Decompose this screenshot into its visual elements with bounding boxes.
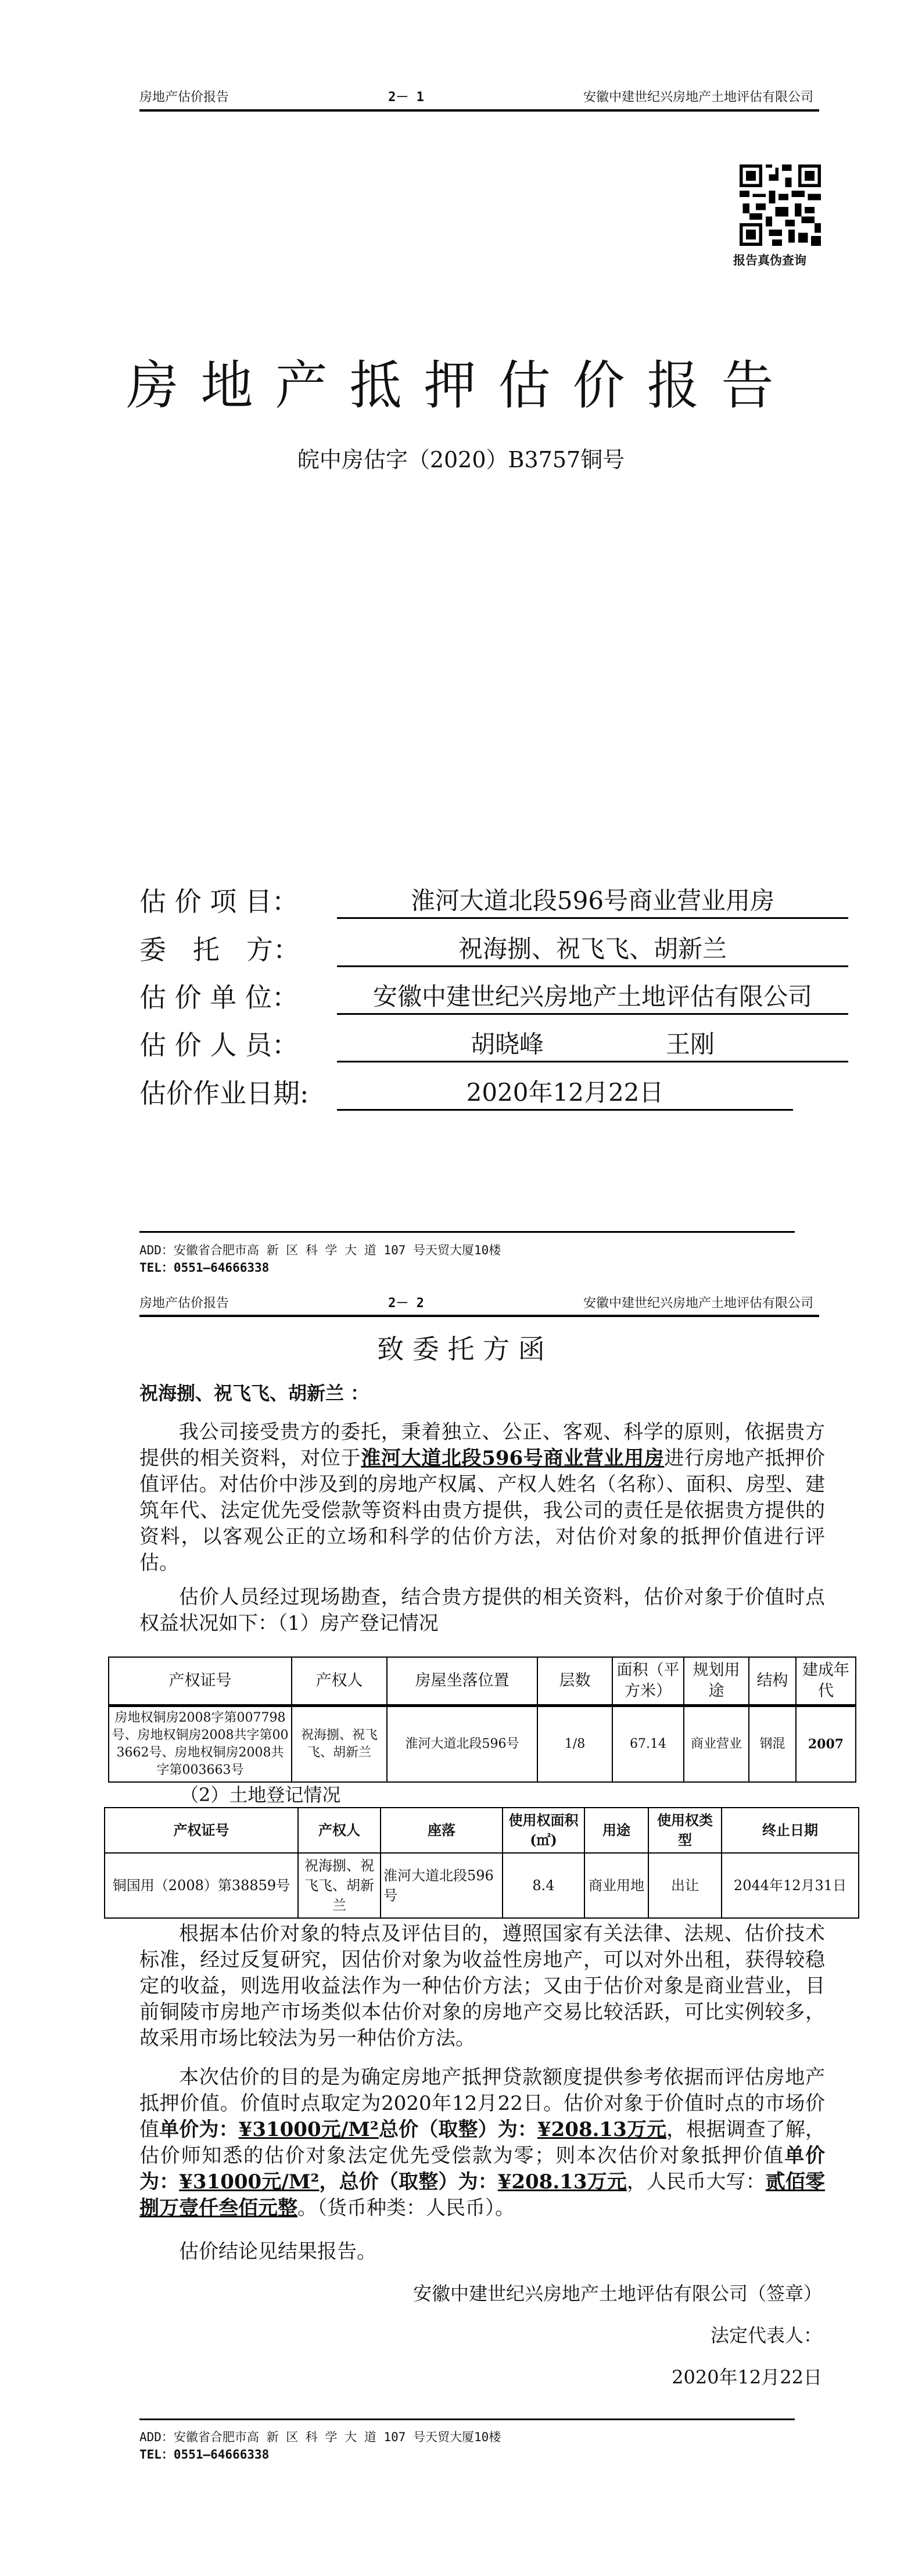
col-header: 规划用途 xyxy=(684,1657,749,1706)
highlighted-value: ¥208.13万元 xyxy=(497,2170,627,2194)
col-header: 建成年代 xyxy=(796,1657,856,1706)
cell-use: 商业营业 xyxy=(684,1706,749,1783)
footer xyxy=(139,2428,922,2463)
table-row xyxy=(105,1853,859,1918)
header-title: 房地产估价报告 xyxy=(139,90,229,105)
page-header xyxy=(139,87,813,105)
text-segment: 总价（取整）为： xyxy=(378,2118,537,2141)
house-registration-table xyxy=(108,1656,856,1783)
col-header: 结构 xyxy=(749,1657,796,1706)
field-value: 胡晓峰 王刚 xyxy=(337,1028,848,1062)
header-title: 房地产估价报告 xyxy=(139,1296,229,1311)
field-value: 2020年12月22日 xyxy=(337,1076,793,1111)
land-registration-table xyxy=(104,1807,859,1919)
text: 我公司接受贵方的委托，秉着独立、公正、客观、科学的原则，依据贵方提供的相关资料，对位于 xyxy=(139,1421,825,1470)
highlighted-value: ¥31000元/M² xyxy=(179,2170,320,2194)
header-rule xyxy=(139,109,819,112)
conclusion: 估价结论见结果报告。 xyxy=(179,2240,376,2263)
cell-cert-no: 铜国用（2008）第38859号 xyxy=(105,1853,298,1918)
field-label: 估 价 项 目： xyxy=(139,886,299,917)
footer-tel: TEL：0551—64666338 xyxy=(139,1261,270,1275)
cell-area: 67.14 xyxy=(612,1706,684,1783)
col-header: 产权人 xyxy=(292,1657,387,1706)
cell-owner: 祝海捌、祝飞飞、胡新兰 xyxy=(292,1706,387,1783)
cell-location: 淮河大道北段596号 xyxy=(381,1853,503,1918)
text: 进行房地产抵押价值评估。对估价中涉及到的房地产权属、产权人姓名（名称）、面积、房型、建筑年代、法定优先受偿款等资料由贵方提供，我公司的责任是依据贵方提供的资料，以客观公正的立场和科学的估价方法，对估价对象的抵押价值进行评估。 xyxy=(139,1447,826,1575)
cell-structure: 钢混 xyxy=(749,1706,796,1783)
cell-cert-no: 房地权铜房2008字第007798号、房地权铜房2008共字第003662号、房地权铜房2008共字第003663号 xyxy=(109,1706,292,1783)
cell-year: 2007 xyxy=(796,1706,856,1783)
footer-tel: TEL：0551—64666338 xyxy=(139,2448,270,2461)
text-segment: 单价为： xyxy=(139,2144,825,2194)
signature-company: 安徽中建世纪兴房地产土地评估有限公司（签章） xyxy=(412,2282,822,2305)
col-header: 层数 xyxy=(537,1657,612,1706)
header-company: 安徽中建世纪兴房地产土地评估有限公司 xyxy=(583,1296,813,1311)
text-segment: ，总价（取整）为： xyxy=(319,2170,498,2194)
col-header: 房屋坐落位置 xyxy=(387,1657,537,1706)
highlighted-value: ¥31000元/M² xyxy=(238,2118,379,2141)
col-header: 产权证号 xyxy=(109,1657,292,1706)
field-appraisers xyxy=(139,1024,848,1062)
field-value: 淮河大道北段596号商业营业用房 xyxy=(337,885,848,919)
col-header: 用途 xyxy=(584,1808,648,1853)
paragraph-status: 估价人员经过现场勘查，结合贵方提供的相关资料，估价对象于价值时点权益状况如下：（1）房产登记情况 xyxy=(139,1586,825,1635)
cell-end-date: 2044年12月31日 xyxy=(722,1853,859,1918)
paragraph-intro xyxy=(139,1419,825,1576)
cell-floor: 1/8 xyxy=(537,1706,612,1783)
col-header: 产权证号 xyxy=(105,1808,298,1853)
footer-address: ADD：安徽省合肥市高 新 区 科 学 大 道 107 号天贸大厦10楼 xyxy=(139,1243,501,1257)
property-address: 淮河大道北段596号商业营业用房 xyxy=(361,1447,665,1470)
text-segment: ，人民币大写： xyxy=(626,2170,766,2194)
footer xyxy=(139,1242,501,1276)
highlighted-value: 贰佰零捌万壹仟叁佰元整 xyxy=(139,2170,826,2220)
paragraph-valuation xyxy=(139,2065,825,2221)
field-work-date xyxy=(139,1072,793,1111)
field-value: 祝海捌、祝飞飞、胡新兰 xyxy=(337,933,848,967)
highlighted-value: ¥208.13万元 xyxy=(537,2118,667,2141)
col-header: 面积（平方米） xyxy=(612,1657,684,1706)
col-header: 终止日期 xyxy=(722,1808,859,1853)
field-appraiser-unit xyxy=(139,976,848,1015)
header-rule xyxy=(139,1315,819,1317)
letter-body xyxy=(0,1419,922,2463)
col-header: 使用权面积(㎡) xyxy=(503,1808,584,1853)
cell-location: 淮河大道北段596号 xyxy=(387,1706,537,1783)
report-title: 房地产抵押估价报告 xyxy=(126,355,796,416)
cell-owner: 祝海捌、祝飞飞、胡新兰 xyxy=(298,1853,381,1918)
field-label: 估 价 人 员： xyxy=(139,1029,299,1061)
text-segment: 本次估价的目的是为确定房地产抵押贷款额度提供参考依据而评估房地产抵押价值。价值时点取定为2020年12月22日。估价对象于价值时点的市场价值 xyxy=(139,2066,825,2141)
footer-rule xyxy=(139,1231,795,1233)
legal-representative: 法定代表人： xyxy=(710,2324,822,2346)
salutation: 祝海捌、祝飞飞、胡新兰 ： xyxy=(139,1382,369,1404)
paragraph-method: 根据本估价对象的特点及评估目的，遵照国家有关法律、法规、估价技术标准，经过反复研究，因估价对象为收益性房地产，可以对外出租，获得较稳定的收益，则选用收益法作为一种估价方法；又由于估价对象是商业营业，目前铜陵市房地产市场类似本估价对象的房地产交易比较活跃，可比实例较多，故采用市场比较法为另一种估价方法。 xyxy=(139,1922,825,2050)
page-header xyxy=(139,1293,813,1311)
cell-right-type: 出让 xyxy=(648,1853,722,1918)
qr-code-icon[interactable] xyxy=(740,164,821,246)
report-number: 皖中房估字（2020）B3757铜号 xyxy=(297,447,625,473)
col-header: 座落 xyxy=(381,1808,503,1853)
cell-use: 商业用地 xyxy=(584,1853,648,1918)
header-company: 安徽中建世纪兴房地产土地评估有限公司 xyxy=(583,90,813,105)
col-header: 使用权类型 xyxy=(648,1808,722,1853)
field-client xyxy=(139,929,848,967)
cell-area: 8.4 xyxy=(503,1853,584,1918)
field-label: 估 价 单 位： xyxy=(139,982,299,1013)
field-project xyxy=(139,881,848,919)
qr-caption: 报告真伪查询 xyxy=(733,253,806,267)
letter-date: 2020年12月22日 xyxy=(672,2366,822,2388)
land-heading: （2）土地登记情况 xyxy=(180,1784,341,1806)
field-label: 委 托 方： xyxy=(139,934,300,965)
col-header: 产权人 xyxy=(298,1808,381,1853)
footer-address: ADD：安徽省合肥市高 新 区 科 学 大 道 107 号天贸大厦10楼 xyxy=(139,2430,501,2444)
text-segment: ，根据调查了解，估价师知悉的估价对象法定优先受偿款为零；则本次估价对象抵押价值 xyxy=(139,2118,826,2167)
letter-title: 致 委 托 方 函 xyxy=(377,1333,545,1365)
page-number: 2－ 2 xyxy=(388,1296,424,1311)
field-value: 安徽中建世纪兴房地产土地评估有限公司 xyxy=(337,981,848,1015)
field-label: 估价作业日期: xyxy=(139,1078,309,1109)
footer-rule xyxy=(139,2418,795,2420)
page-number: 2－ 1 xyxy=(388,90,424,105)
text-segment: 。（货币种类：人民币）。 xyxy=(297,2196,515,2220)
text-segment: 单价为： xyxy=(159,2118,239,2141)
table-row xyxy=(109,1706,856,1783)
